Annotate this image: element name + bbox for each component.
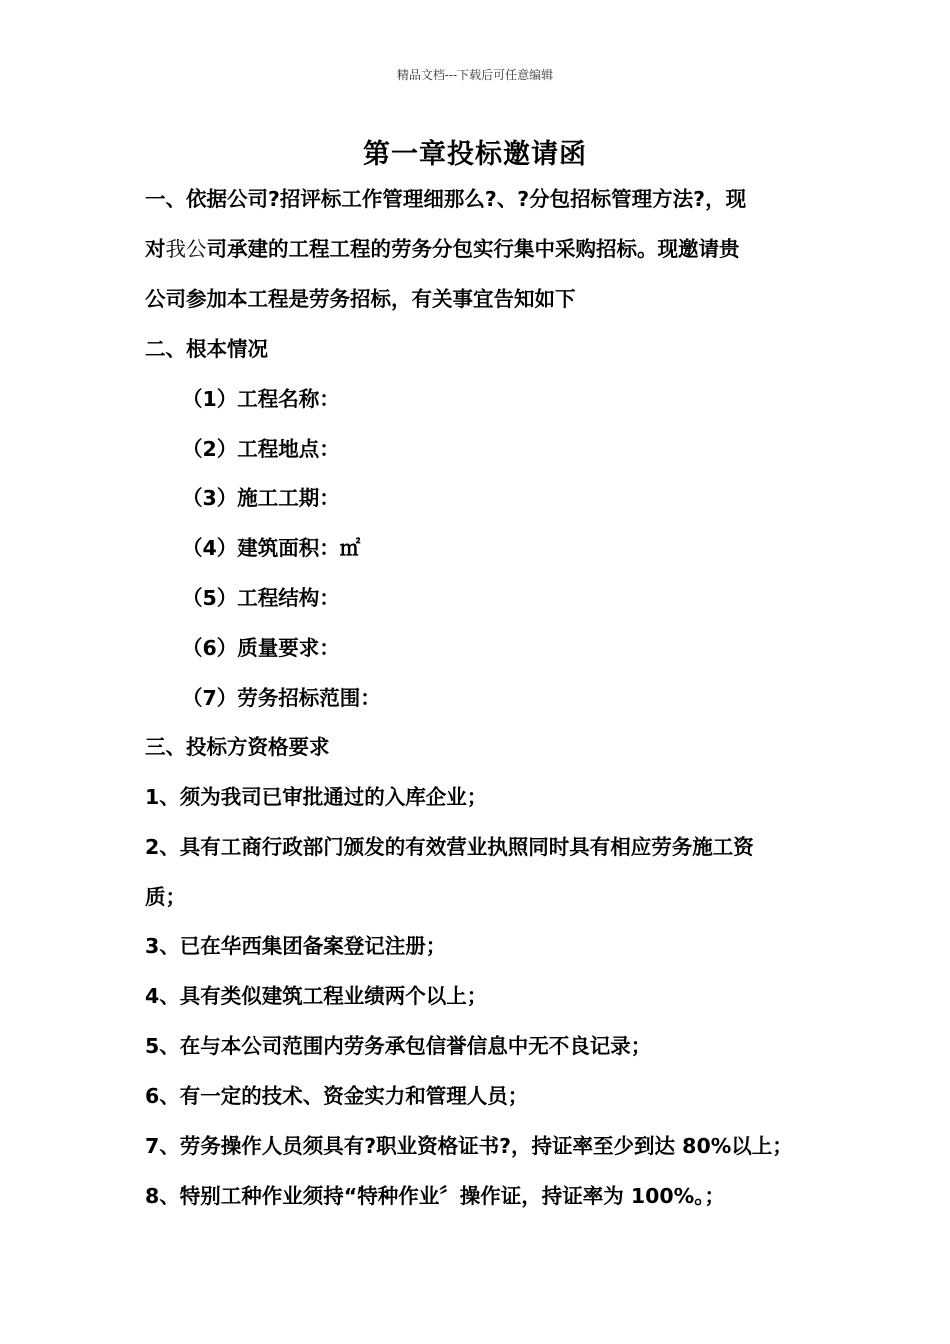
paragraph-line: 一、依据公司?招评标工作管理细那么?、?分包招标管理方法?，现 <box>145 187 747 211</box>
page-title: 第一章投标邀请函 <box>363 139 587 170</box>
list-item: （1）工程名称： <box>182 387 340 411</box>
list-item: 2、具有工商行政部门颁发的有效营业执照同时具有相应劳务施工资 <box>145 835 754 859</box>
page-header: 精品文档---下载后可任意编辑 <box>396 68 554 82</box>
section-heading: 二、根本情况 <box>145 337 268 361</box>
list-item: （4）建筑面积：㎡ <box>182 536 361 560</box>
list-item: 质； <box>145 885 186 909</box>
list-item: 4、具有类似建筑工程业绩两个以上； <box>145 984 488 1008</box>
list-item: 8、特别工种作业须持“特种作业〞操作证，持证率为 100%。； <box>145 1184 725 1208</box>
list-item: 7、劳务操作人员须具有?职业资格证书?，持证率至少到达 80%以上； <box>145 1134 793 1158</box>
list-item: 5、在与本公司范围内劳务承包信誉信息中无不良记录； <box>145 1034 652 1058</box>
list-item: （3）施工工期： <box>182 486 340 510</box>
list-item: （5）工程结构： <box>182 586 340 610</box>
list-item: 1、须为我司已审批通过的入库企业； <box>145 785 488 809</box>
list-item: （2）工程地点： <box>182 437 340 461</box>
list-item: 3、已在华西集团备案登记注册； <box>145 934 447 958</box>
list-item: 6、有一定的技术、资金实力和管理人员； <box>145 1084 529 1108</box>
list-item: （6）质量要求： <box>182 636 340 660</box>
paragraph-line: 公司参加本工程是劳务招标，有关事宜告知如下 <box>145 287 576 311</box>
section-heading: 三、投标方资格要求 <box>145 735 330 759</box>
list-item: （7）劳务招标范围： <box>182 686 381 710</box>
paragraph-line: 对我公司承建的工程工程的劳务分包实行集中采购招标。现邀请贵 <box>145 237 740 261</box>
